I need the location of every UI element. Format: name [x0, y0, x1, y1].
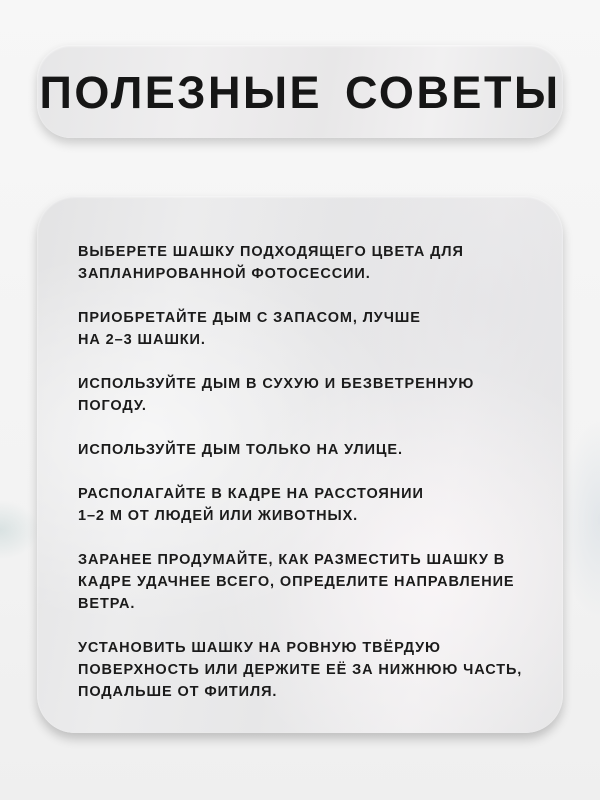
tip-text-line: ПОДАЛЬШЕ ОТ ФИТИЛЯ. — [78, 684, 278, 700]
tip-item — [78, 373, 538, 417]
tip-text-line: ВЕТРА. — [78, 596, 136, 612]
tip-text-line: КАДРЕ УДАЧНЕЕ ВСЕГО, ОПРЕДЕЛИТЕ НАПРАВЛЕНИЕ — [78, 574, 515, 590]
title-banner — [37, 45, 563, 138]
tip-item — [78, 241, 538, 285]
tip-item — [78, 307, 538, 351]
background-decoration — [0, 500, 40, 560]
tip-text-line: ИСПОЛЬЗУЙТЕ ДЫМ В СУХУЮ И БЕЗВЕТРЕННУЮ — [78, 376, 475, 392]
tip-text-line: ВЫБЕРЕТЕ ШАШКУ ПОДХОДЯЩЕГО ЦВЕТА ДЛЯ — [78, 244, 464, 260]
tip-text-line: ЗАПЛАНИРОВАННОЙ ФОТОСЕССИИ. — [78, 266, 371, 282]
background-decoration — [560, 420, 600, 620]
tip-text-line: НА 2–3 ШАШКИ. — [78, 332, 206, 348]
tip-text-line: 1–2 М ОТ ЛЮДЕЙ ИЛИ ЖИВОТНЫХ. — [78, 508, 359, 524]
tip-text-line: ПОВЕРХНОСТЬ ИЛИ ДЕРЖИТЕ ЕЁ ЗА НИЖНЮЮ ЧАСТЬ, — [78, 662, 523, 678]
tip-text-line: ПОГОДУ. — [78, 398, 147, 414]
tips-card — [37, 196, 563, 733]
tip-text-line: ЗАРАНЕЕ ПРОДУМАЙТЕ, КАК РАЗМЕСТИТЬ ШАШКУ В — [78, 552, 506, 568]
page-title: ПОЛЕЗНЫЕ СОВЕТЫ — [39, 66, 561, 118]
tip-item — [78, 439, 538, 461]
tip-text-line: ПРИОБРЕТАЙТЕ ДЫМ С ЗАПАСОМ, ЛУЧШЕ — [78, 310, 421, 326]
tips-list — [78, 241, 538, 725]
tip-item — [78, 549, 538, 615]
tip-text-line: УСТАНОВИТЬ ШАШКУ НА РОВНУЮ ТВЁРДУЮ — [78, 640, 441, 656]
tip-text-line: РАСПОЛАГАЙТЕ В КАДРЕ НА РАССТОЯНИИ — [78, 486, 424, 502]
tip-item — [78, 483, 538, 527]
tip-text-line: ИСПОЛЬЗУЙТЕ ДЫМ ТОЛЬКО НА УЛИЦЕ. — [78, 442, 403, 458]
tip-item — [78, 637, 538, 703]
